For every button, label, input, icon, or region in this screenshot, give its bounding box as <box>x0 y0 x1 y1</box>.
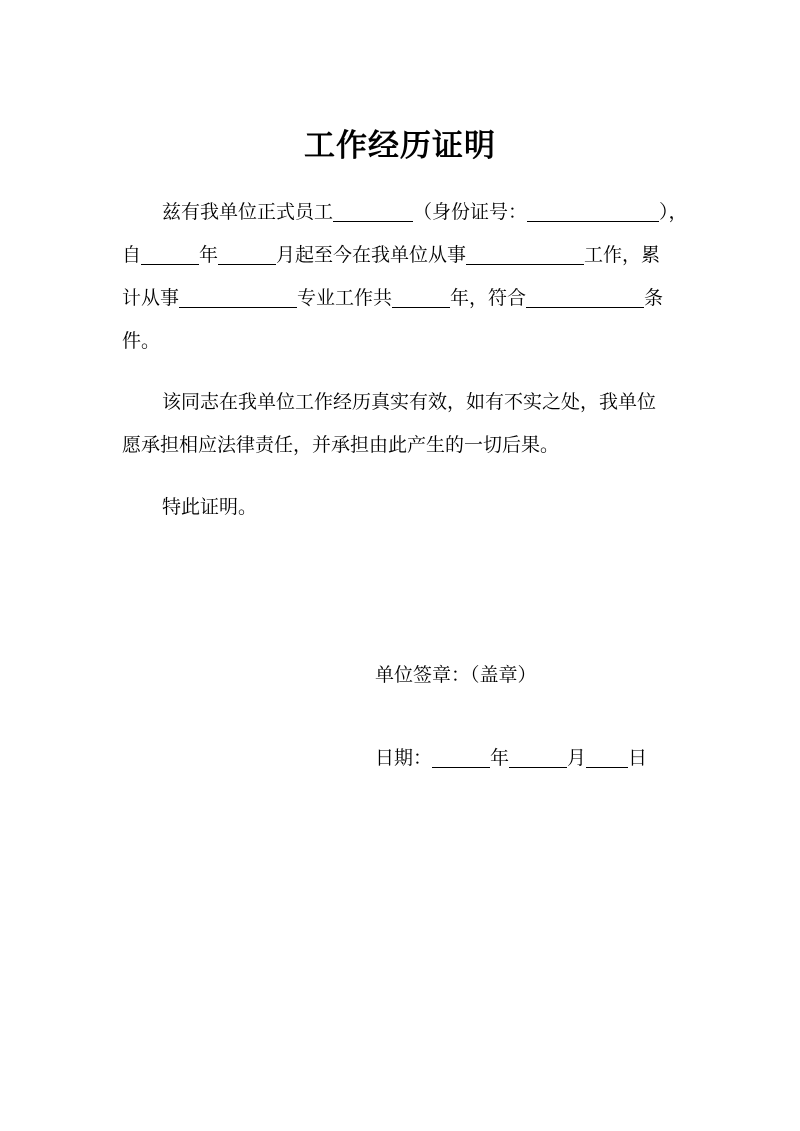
para2-line1 <box>162 387 732 417</box>
years-blank <box>392 285 450 308</box>
seal-label <box>375 660 537 690</box>
start-year-blank <box>141 242 199 265</box>
date-month-label: 月 <box>567 747 587 769</box>
date-year-blank <box>432 745 490 768</box>
para1-text: 月起至今在我单位从事 <box>276 244 467 266</box>
para2-text: 该同志在我单位工作经历真实有效，如有不实之处，我单位 <box>162 391 657 413</box>
para1-line1 <box>162 197 732 227</box>
para2-text: 愿承担相应法律责任，并承担由此产生的一切后果。 <box>122 434 560 456</box>
para1-text: 计从事 <box>122 287 180 309</box>
date-day-blank <box>586 745 628 768</box>
employee-name-blank <box>333 199 413 222</box>
date-day-label: 日 <box>628 747 648 769</box>
para1-text: （身份证号： <box>413 201 528 223</box>
job-type-blank <box>466 242 584 265</box>
qualification-blank <box>526 285 644 308</box>
seal-text: 单位签章：（盖章） <box>375 664 537 686</box>
date-label: 日期： <box>375 747 433 769</box>
para2-line2 <box>122 430 692 460</box>
para1-text: 专业工作共 <box>297 287 393 309</box>
para3-line <box>162 492 732 522</box>
date-year-label: 年 <box>490 747 510 769</box>
closing-statement: 特此证明。 <box>162 496 258 518</box>
para1-line2 <box>122 240 692 270</box>
specialty-blank <box>179 285 297 308</box>
start-month-blank <box>218 242 276 265</box>
para1-text: 件。 <box>122 330 161 352</box>
para1-text: 兹有我单位正式员工 <box>162 201 334 223</box>
para1-text: 自 <box>122 244 142 266</box>
document-title: 工作经历证明 <box>304 128 496 164</box>
para1-text: 年 <box>199 244 219 266</box>
para1-text: 条 <box>644 287 664 309</box>
id-number-blank <box>527 199 659 222</box>
date-month-blank <box>509 745 567 768</box>
para1-text: ）， <box>659 201 688 223</box>
para1-line3 <box>122 283 692 313</box>
date-line <box>375 743 647 773</box>
para1-text: 工作，累 <box>584 244 661 266</box>
para1-text: 年，符合 <box>450 287 527 309</box>
para1-line4 <box>122 326 692 356</box>
